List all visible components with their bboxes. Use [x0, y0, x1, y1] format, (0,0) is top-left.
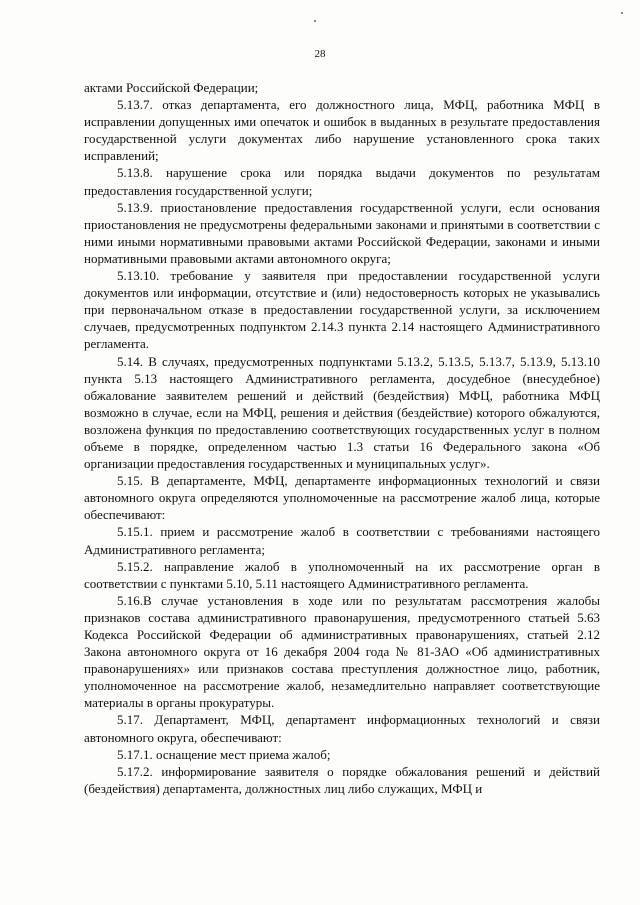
- paragraph-5-15-1: 5.15.1. прием и рассмотрение жалоб в соответствии с требованиями настоящего Административного регламента;: [84, 524, 600, 557]
- paragraph-5-14: 5.14. В случаях, предусмотренных подпунктами 5.13.2, 5.13.5, 5.13.7, 5.13.9, 5.13.10 пункта 5.13 настоящего Административного регламента, досудебное (внесудебное) обжалование заявителем решений и действий (бездействия) МФЦ, работника МФЦ возможно в случае, если на МФЦ, решения и действия (бездействие) которого обжалуются, возложена функция по предоставлению соответствующих государственных услуг в полном объеме в порядке, определенном частью 1.3 статьи 16 Федерального закона «Об организации предоставления государственных и муниципальных услуг».: [84, 353, 600, 472]
- document-body: [84, 79, 600, 797]
- paragraph-5-13-7: 5.13.7. отказ департамента, его должностного лица, МФЦ, работника МФЦ в исправлении допущенных ими опечаток и ошибок в выданных в результате предоставления государственной услуги документах либо нарушение установленного срока таких исправлений;: [84, 97, 600, 164]
- paragraph-5-16: 5.16.В случае установления в ходе или по результатам рассмотрения жалобы признаков состава административного правонарушения, предусмотренного статьей 5.63 Кодекса Российской Федерации об административных правонарушениях, статьей 2.12 Закона автономного округа от 16 декабря 2004 года № 81-ЗАО «Об административных правонарушениях» или признаков состава преступления должностное лицо, работник, уполномоченное на рассмотрение жалоб, незамедлительно направляет соответствующие материалы в органы прокуратуры.: [84, 592, 600, 711]
- paragraph-5-17: 5.17. Департамент, МФЦ, департамент информационных технологий и связи автономного округа, обеспечивают:: [84, 712, 600, 745]
- paragraph-5-13-9: 5.13.9. приостановление предоставления государственной услуги, если основания приостановления не предусмотрены федеральными законами и принятыми в соответствии с ними иными нормативными правовыми актами Российской Федерации, законами и иными нормативными правовыми актами автономного округа;: [84, 199, 600, 266]
- paragraph-5-17-1: 5.17.1. оснащение мест приема жалоб;: [117, 746, 331, 762]
- paragraph-5-17-2: 5.17.2. информирование заявителя о порядке обжалования решений и действий (бездействия) департамента, должностных лиц либо служащих, МФЦ и: [84, 763, 600, 796]
- page-number: 28: [314, 48, 326, 60]
- paragraph-continuation: актами Российской Федерации;: [84, 80, 259, 95]
- paragraph-5-15-2: 5.15.2. направление жалоб в уполномоченный на их рассмотрение орган в соответствии с пунктами 5.10, 5.11 настоящего Административного регламента.: [84, 558, 600, 591]
- paragraph-5-15: 5.15. В департаменте, МФЦ, департаменте информационных технологий и связи автономного округа определяются уполномоченные на рассмотрение жалоб лица, которые обеспечивают:: [84, 473, 600, 523]
- paragraph-5-13-10: 5.13.10. требование у заявителя при предоставлении государственной услуги документов или информации, отсутствие и (или) недостоверность которых не указывались при первоначальном отказе в предоставлении государственной услуги, за исключением случаев, предусмотренных подпунктом 2.14.3 пункта 2.14 настоящего Административного регламента.: [84, 268, 600, 352]
- paragraph-5-13-8: 5.13.8. нарушение срока или порядка выдачи документов по результатам предоставления государственной услуги;: [84, 165, 600, 198]
- scan-speck: [621, 12, 623, 14]
- scan-speck: [314, 20, 316, 22]
